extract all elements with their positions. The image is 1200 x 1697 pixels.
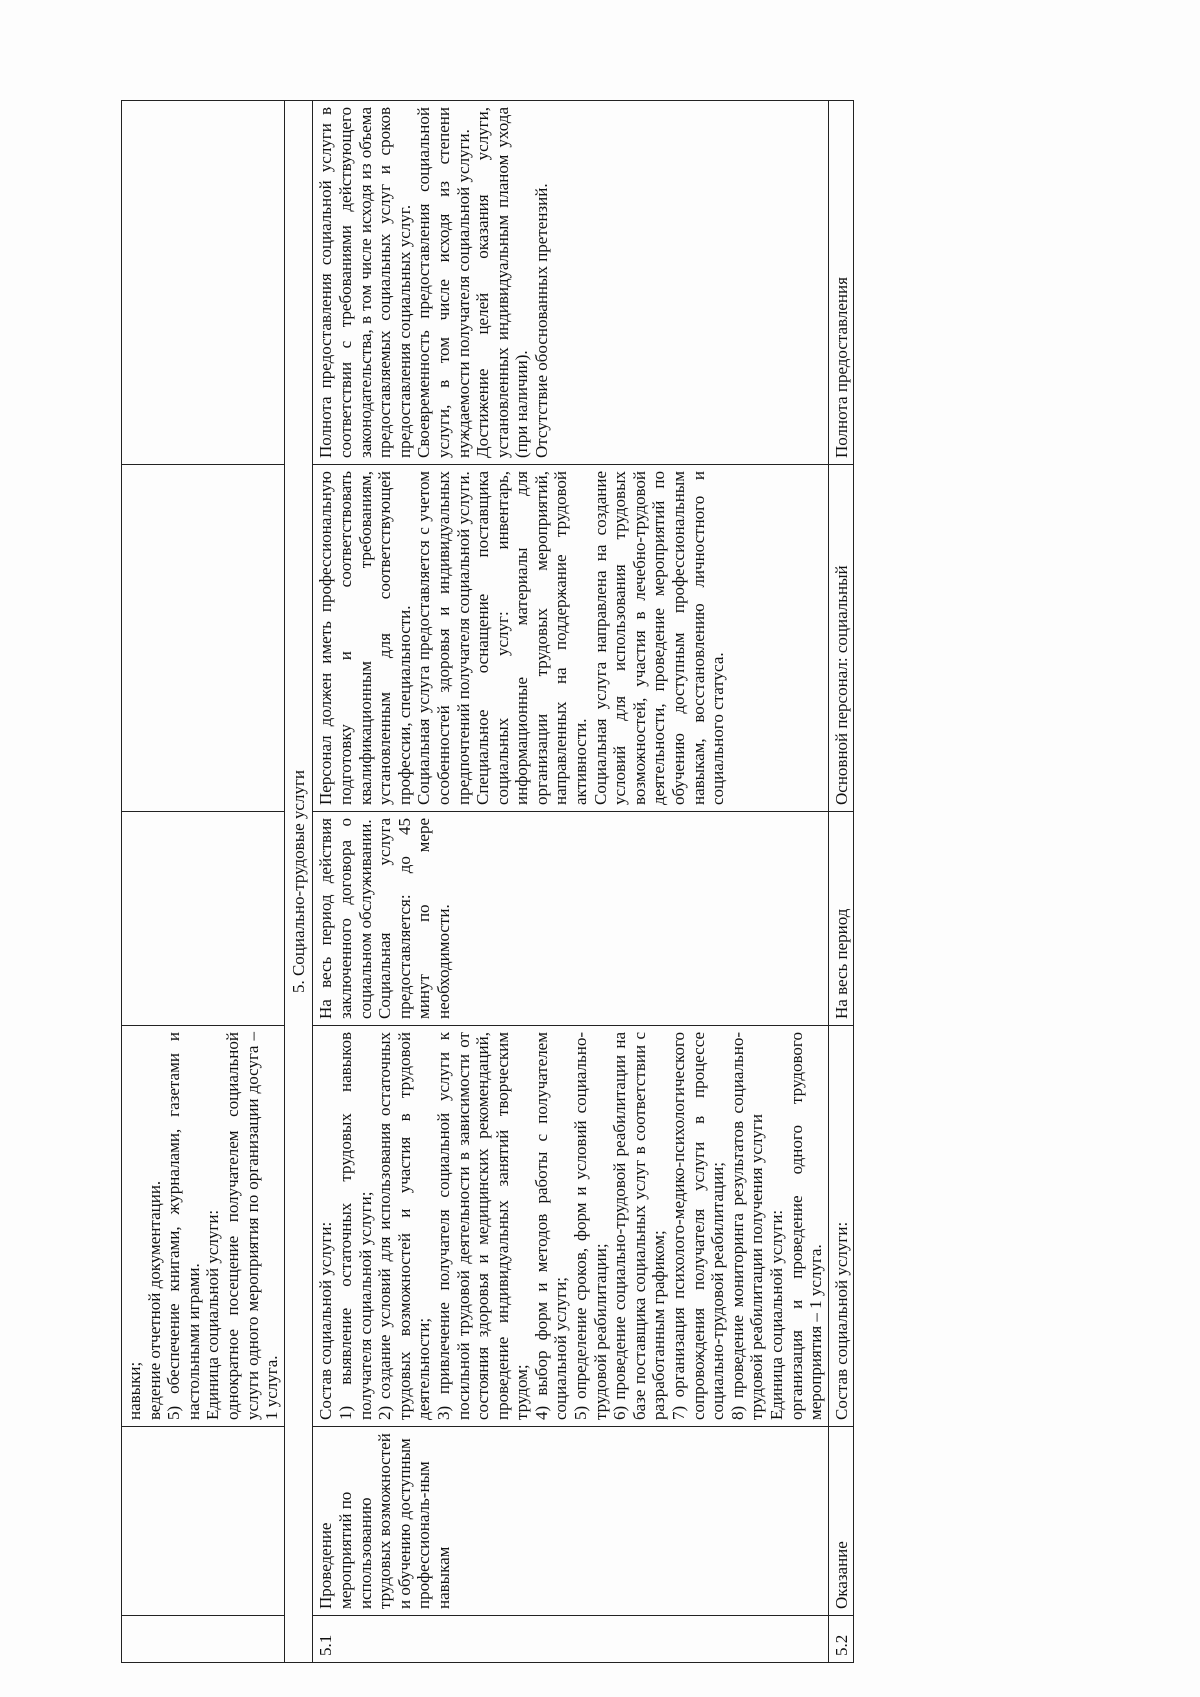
text-line: Единица социальной услуги: [203, 1209, 223, 1420]
text-line: Полнота предоставления социальной услуги в соответствии с требованиями действующего законодательства, в том числе исходя из объема предоставляемых социальных услуг и сроков предоставления социальных услуг. [316, 107, 414, 458]
cell-timing-empty [122, 812, 285, 1026]
text-line: 2) создание условий для использования остаточных трудовых возможностей и участия в трудовой деятельности; [375, 1032, 434, 1420]
text-line: Отсутствие обоснованных претензий. [531, 183, 551, 458]
rotated-document [121, 101, 1106, 1663]
cell-quality-empty [122, 101, 285, 465]
text-line: ведение отчетной документации. [144, 1180, 164, 1420]
text-line: На весь период действия заключенного договора о социальном обслуживании. [316, 818, 375, 1019]
cell-conditions-empty [122, 465, 285, 812]
section-heading-row [284, 101, 313, 1663]
text-line: однократное посещение получателем социальной услуги одного мероприятия по организации досуга – 1 услуга. [222, 1032, 282, 1420]
service-quality: Полнота предоставления [828, 101, 854, 465]
text-line: Персонал должен иметь профессиональную подготовку и соответствовать квалификационным требованиям, установленным для соответствующей профессии, специальности. [316, 471, 414, 805]
table-row-5-1 [313, 101, 828, 1663]
service-name: Оказание [828, 1427, 854, 1616]
row-number: 5.1 [313, 1616, 828, 1663]
row-number: 5.2 [828, 1616, 854, 1663]
text-line: 3) привлечение получателя социальной услуги к посильной трудовой деятельности в зависимости от состояния здоровья и медицинских рекомендаций, проведение индивидуальных занятий творческим трудом; [433, 1032, 532, 1420]
text-line: организация и проведение одного трудового мероприятия – 1 услуга. [786, 1032, 826, 1420]
table-row-continuation [122, 101, 285, 1663]
service-timing: На весь период [828, 812, 854, 1026]
service-name: Проведение мероприятий по использованию трудовых возможностей и обучению доступным профессиональ-ным навыкам [313, 1427, 828, 1616]
text-line: 5) обеспечение книгами, журналами, газетами и настольными играми. [164, 1032, 203, 1420]
service-quality [313, 101, 828, 465]
table-row-5-2 [828, 101, 854, 1663]
text-line: Социальная услуга направлена на создание условий для использования трудовых возможностей, участия в лечебно-трудовой деятельности, проведение мероприятий по обучению доступным профессиональным навыкам, восстановлению личностного и социального статуса. [590, 471, 728, 805]
text-line: 7) организация психолого-медико-психологического сопровождения получателя услуги в процессе социально-трудовой реабилитации; [669, 1032, 728, 1420]
service-composition [313, 1026, 828, 1427]
cell-name-empty [122, 1427, 285, 1616]
cell-composition-continuation [122, 1026, 285, 1427]
cell-num-empty [122, 1616, 285, 1663]
service-conditions [313, 465, 828, 812]
text-line: Социальная услуга предоставляется: до 45 минут по мере необходимости. [375, 818, 453, 1019]
text-line: Единица социальной услуги: [767, 1209, 786, 1420]
service-timing [313, 812, 828, 1026]
service-composition: Состав социальной услуги: [828, 1026, 854, 1427]
text-line: навыки; [125, 1361, 144, 1420]
text-line: 6) проведение социально-трудовой реабилитации на базе поставщика социальных услуг в соответствии с разработанным графиком; [610, 1032, 669, 1420]
text-line: Своевременность предоставления социальной услуги, в том числе исходя из степени нуждаемости получателя социальной услуги. [414, 107, 473, 458]
text-line: 4) выбор форм и методов работы с получателем социальной услуги; [531, 1032, 571, 1420]
text-line: 8) проведение мониторинга результатов социально-трудовой реабилитации получения услуги [727, 1032, 767, 1420]
text-line: Специальное оснащение поставщика социальных услуг: инвентарь, информационные материалы для организации трудовых мероприятий, направленных на поддержание трудовой активности. [473, 471, 591, 805]
text-line: Состав социальной услуги: [316, 1221, 336, 1420]
text-line: 5) определение сроков, форм и условий социально-трудовой реабилитации; [571, 1032, 610, 1420]
text-line: 1) выявление остаточных трудовых навыков получателя социальной услуги; [335, 1032, 375, 1420]
text-line: Социальная услуга предоставляется с учетом особенностей здоровья и индивидуальных предпочтений получателя социальной услуги. [414, 471, 473, 805]
service-conditions: Основной персонал: социальный [828, 465, 854, 812]
section-heading: 5. Социально-трудовые услуги [284, 101, 313, 1663]
services-table [121, 100, 854, 1663]
text-line: Достижение целей оказания услуги, установленных индивидуальным планом ухода (при наличии). [473, 107, 532, 458]
